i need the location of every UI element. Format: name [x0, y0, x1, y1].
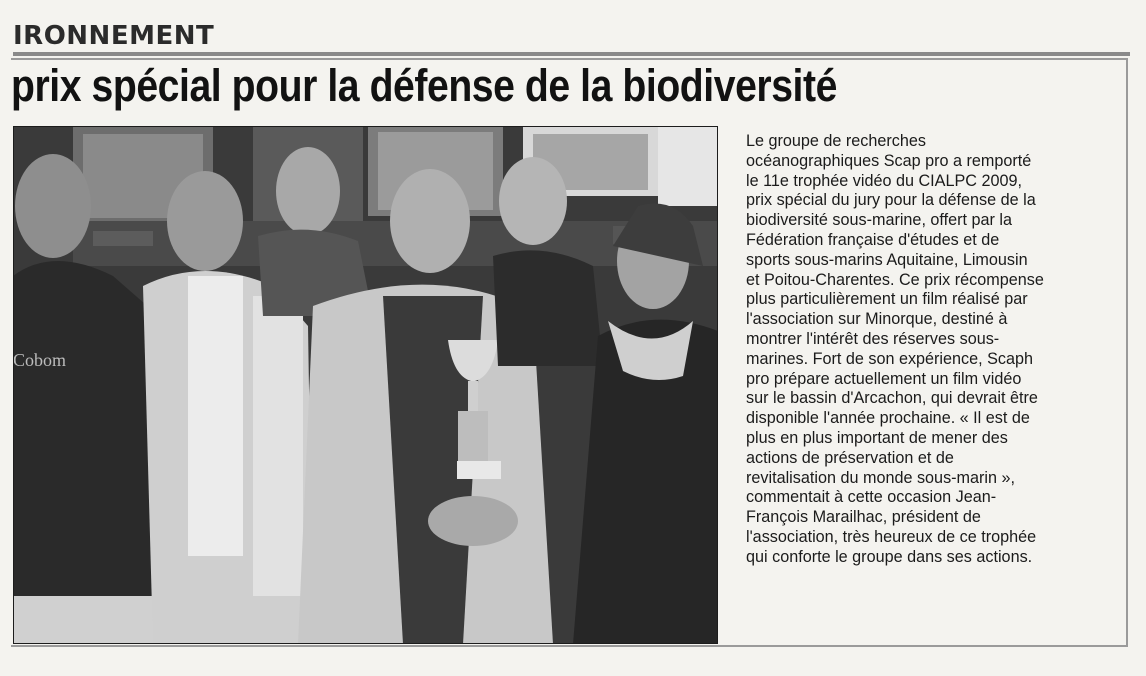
article-line: montrer l'intérêt des réserves sous-	[746, 329, 1000, 348]
article-line: François Marailhac, président de	[746, 508, 981, 527]
article-line: sur le bassin d'Arcachon, qui devrait être	[746, 389, 1038, 408]
article-line: biodiversité sous-marine, offert par la	[746, 211, 1013, 230]
article-line: revitalisation du monde sous-marin »,	[746, 468, 1016, 487]
article-line: Le groupe de recherches	[746, 132, 926, 150]
section-label: IRONNEMENT	[13, 21, 215, 51]
article-line: pro prépare actuellement un film vidéo	[746, 369, 1022, 388]
sweater-text: Cobom	[13, 350, 67, 370]
article-line: sports sous-marins Aquitaine, Limousin	[746, 250, 1028, 269]
section-rule	[13, 52, 1130, 56]
headline: prix spécial pour la défense de la biodiversité	[11, 60, 837, 111]
article-line: marines. Fort de son expérience, Scaph	[746, 349, 1034, 368]
article-line: actions de préservation et de	[746, 448, 954, 467]
article-line: océanographiques Scap pro a remporté	[746, 151, 1032, 170]
article-line: prix spécial du jury pour la défense de la	[746, 191, 1036, 210]
group-photo	[13, 126, 718, 644]
article-line: Fédération française d'études et de	[746, 230, 1000, 249]
article-line: l'association sur Minorque, destiné à	[746, 310, 1008, 329]
article-line: plus en plus important de mener des	[746, 428, 1008, 447]
article-line: le 11e trophée vidéo du CIALPC 2009,	[746, 171, 1022, 190]
article-line: disponible l'année prochaine. « Il est de	[746, 409, 1030, 428]
article-line: l'association, très heureux de ce trophée	[746, 527, 1037, 546]
article-line: et Poitou-Charentes. Ce prix récompense	[746, 270, 1044, 289]
article-line: commentait à cette occasion Jean-	[746, 488, 997, 507]
photo-illustration	[13, 126, 718, 644]
article-line: plus particulièrement un film réalisé par	[746, 290, 1028, 309]
article-body	[746, 132, 1106, 568]
article-line: qui conforte le groupe dans ses actions.	[746, 547, 1033, 566]
